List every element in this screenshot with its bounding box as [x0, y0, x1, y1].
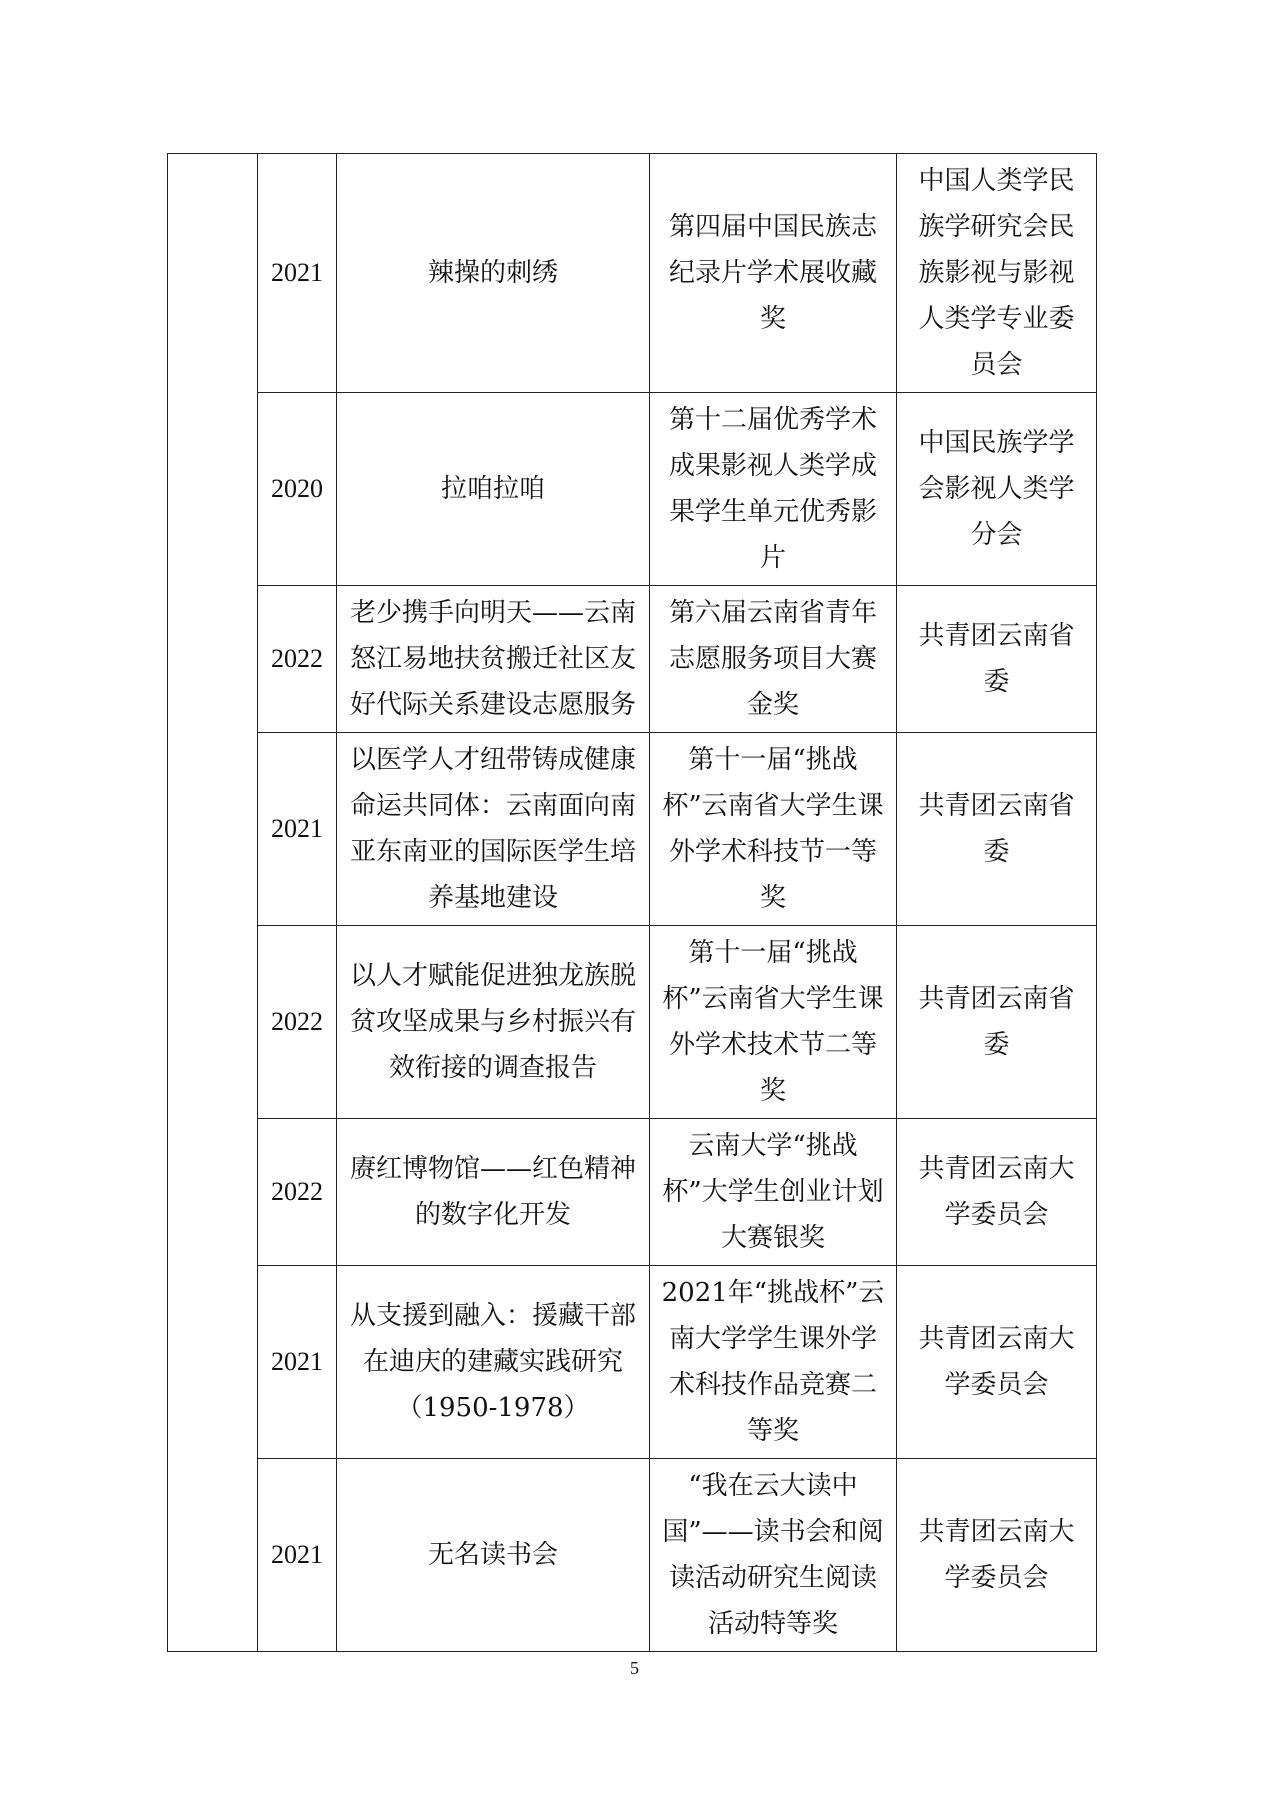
merged-category-cell: [168, 154, 258, 1652]
organizer-cell: 共青团云南省委: [897, 733, 1097, 926]
award-cell: 第十二届优秀学术成果影视人类学成果学生单元优秀影片: [650, 393, 897, 586]
year-cell: 2022: [258, 586, 337, 733]
organizer-cell: 共青团云南省委: [897, 586, 1097, 733]
project-cell: 辣操的刺绣: [337, 154, 650, 393]
project-cell: 赓红博物馆——红色精神的数字化开发: [337, 1119, 650, 1266]
year-cell: 2021: [258, 1459, 337, 1652]
table-row: [168, 733, 1097, 926]
award-cell: 第十一届“挑战杯”云南省大学生课外学术科技节一等奖: [650, 733, 897, 926]
award-cell: 第四届中国民族志纪录片学术展收藏奖: [650, 154, 897, 393]
year-cell: 2020: [258, 393, 337, 586]
award-cell: 云南大学“挑战杯”大学生创业计划大赛银奖: [650, 1119, 897, 1266]
organizer-cell: 共青团云南大学委员会: [897, 1266, 1097, 1459]
year-cell: 2021: [258, 733, 337, 926]
table-row: [168, 926, 1097, 1119]
table-row: [168, 586, 1097, 733]
table-row: [168, 393, 1097, 586]
organizer-cell: 共青团云南大学委员会: [897, 1459, 1097, 1652]
project-cell: 从支援到融入：援藏干部在迪庆的建藏实践研究（1950-1978）: [337, 1266, 650, 1459]
project-cell: 以人才赋能促进独龙族脱贫攻坚成果与乡村振兴有效衔接的调查报告: [337, 926, 650, 1119]
table-row: [168, 1459, 1097, 1652]
page-number: 5: [630, 1658, 639, 1678]
table-row: [168, 1119, 1097, 1266]
organizer-cell: 中国民族学学会影视人类学分会: [897, 393, 1097, 586]
organizer-cell: 共青团云南大学委员会: [897, 1119, 1097, 1266]
organizer-cell: 共青团云南省委: [897, 926, 1097, 1119]
project-cell: 老少携手向明天——云南怒江易地扶贫搬迁社区友好代际关系建设志愿服务: [337, 586, 650, 733]
table-row: [168, 154, 1097, 393]
award-cell: 2021年“挑战杯”云南大学学生课外学术科技作品竞赛二等奖: [650, 1266, 897, 1459]
project-cell: 拉咱拉咱: [337, 393, 650, 586]
award-cell: 第六届云南省青年志愿服务项目大赛金奖: [650, 586, 897, 733]
project-cell: 以医学人才纽带铸成健康命运共同体：云南面向南亚东南亚的国际医学生培养基地建设: [337, 733, 650, 926]
table-row: [168, 1266, 1097, 1459]
award-cell: “我在云大读中国”——读书会和阅读活动研究生阅读活动特等奖: [650, 1459, 897, 1652]
organizer-cell: 中国人类学民族学研究会民族影视与影视人类学专业委员会: [897, 154, 1097, 393]
year-cell: 2021: [258, 1266, 337, 1459]
year-cell: 2022: [258, 1119, 337, 1266]
year-cell: 2022: [258, 926, 337, 1119]
year-cell: 2021: [258, 154, 337, 393]
project-cell: 无名读书会: [337, 1459, 650, 1652]
award-cell: 第十一届“挑战杯”云南省大学生课外学术技术节二等奖: [650, 926, 897, 1119]
awards-table: [167, 153, 1097, 1652]
